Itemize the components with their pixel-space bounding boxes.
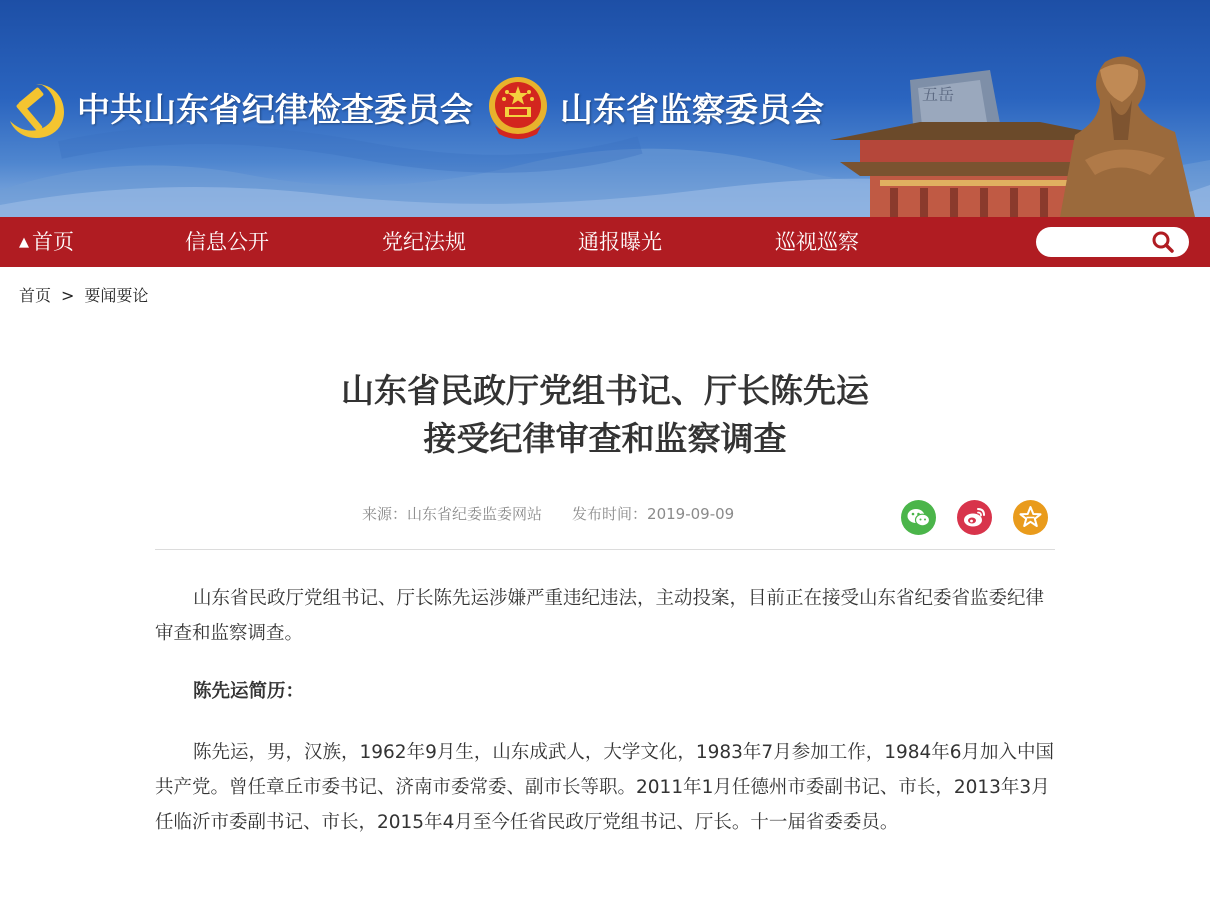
article-paragraph: 陈先运，男，汉族，1962年9月生，山东成武人，大学文化，1983年7月参加工作，1984年6月加入中国共产党。曾任章丘市委书记、济南市委常委、副市长等职。2011年1月任德州市委副书记、市长，2013年3月任临沂市委副书记、市长，2015年4月至今任省民政厅党组书记、厅长。十一届省委委员。 [155,742,1055,833]
nav-item-reports[interactable]: 通报曝光 [578,230,662,254]
main-nav [0,217,1210,267]
article-title-line-2: 接受纪律审查和监察调查 [423,419,787,458]
search-input[interactable] [1048,231,1148,253]
breadcrumb-current-link[interactable]: 要闻要论 [84,286,149,305]
weibo-icon [957,500,992,535]
breadcrumb-separator: > [61,286,75,305]
site-banner [0,0,1210,217]
article-source: 山东省纪委监委网站 [407,505,543,523]
supervisory-commission-title: 山东省监察委员会 [560,90,824,129]
party-committee-title: 中共山东省纪律检查委员会 [77,90,473,129]
content-divider [155,549,1055,550]
national-emblem-icon [487,74,549,142]
home-icon: ▲ [19,235,29,250]
breadcrumb [19,283,148,306]
resume-heading: 陈先运简历： [193,681,305,702]
nav-item-information[interactable]: 信息公开 [185,230,269,254]
nav-item-label: 首页 [32,230,74,254]
article-paragraph: 山东省民政厅党组书记、厅长陈先运涉嫌严重违纪违法，主动投案，目前正在接受山东省纪委省监委纪律审查和监察调查。 [155,588,1045,644]
nav-item-home[interactable] [19,217,74,267]
nav-item-regulations[interactable]: 党纪法规 [382,230,466,254]
favorite-button[interactable] [1013,500,1048,535]
article-title-line-1: 山东省民政厅党组书记、厅长陈先运 [341,371,869,410]
nav-item-inspections[interactable]: 巡视巡察 [775,230,859,254]
breadcrumb-home-link[interactable]: 首页 [19,286,52,305]
favorite-star-icon [1013,500,1048,535]
share-wechat-button[interactable] [901,500,936,535]
article-date: 2019-09-09 [647,505,735,523]
stone-tablet-text: 五岳 [922,85,955,104]
source-label: 来源： [362,505,408,523]
date-label: 发布时间： [572,505,648,523]
share-weibo-button[interactable] [957,500,992,535]
wechat-icon [901,500,936,535]
article-meta [362,503,734,524]
confucius-temple-scenery [800,40,1210,217]
search-icon[interactable] [1151,230,1175,254]
party-emblem-icon [4,78,68,142]
